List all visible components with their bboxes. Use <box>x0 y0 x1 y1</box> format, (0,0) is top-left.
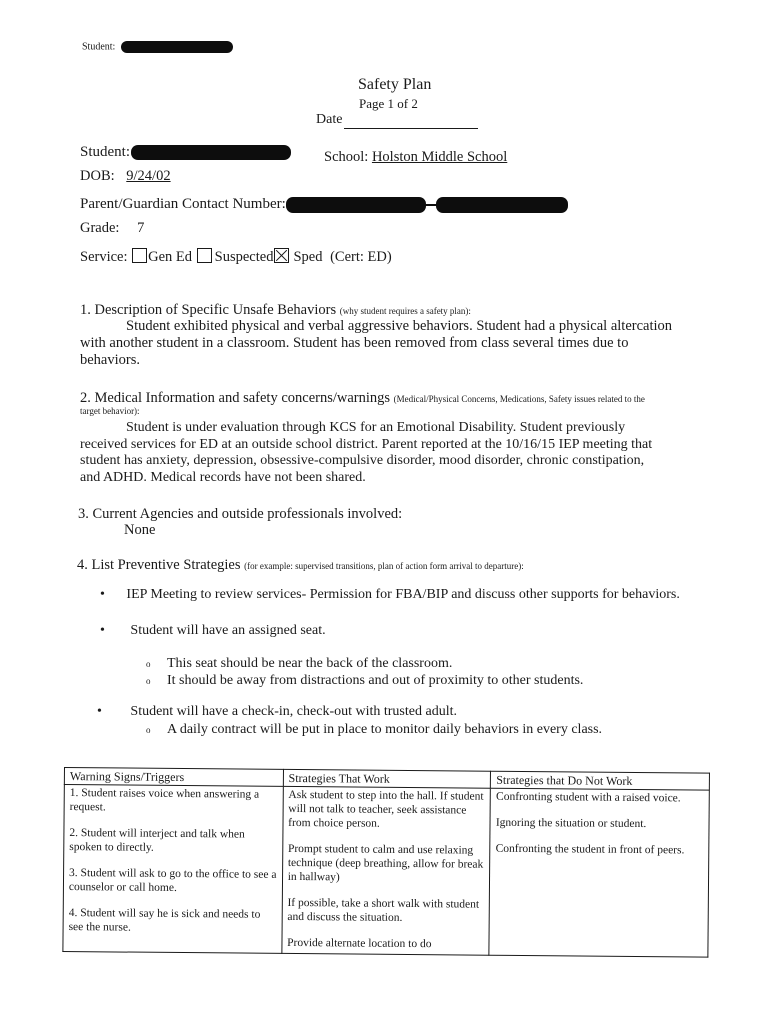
warning-signs-cell <box>63 785 283 954</box>
service-label: Service: <box>80 249 128 265</box>
bullet-3 <box>97 704 457 720</box>
page-title: Safety Plan <box>358 76 432 93</box>
service-row <box>80 248 392 266</box>
section-1-line: with another student in a classroom. Student has been removed from class several times due to <box>80 335 629 351</box>
bullet-2 <box>100 623 326 639</box>
dob-label: DOB: <box>80 168 115 184</box>
warning-sign-item: 4. Student will say he is sick and needs to see the nurse. <box>68 907 261 934</box>
sub-bullet-1 <box>146 656 452 672</box>
header-strategies-work: Strategies That Work <box>283 769 491 788</box>
cert-label: (Cert: ED) <box>330 249 392 265</box>
dob-value: 9/24/02 <box>126 168 171 184</box>
sub-bullet-glyph: o <box>146 659 151 669</box>
strategy-item: Prompt student to calm and use relaxing technique (deep breathing, allow for break in hallway) <box>287 842 484 884</box>
strategies-table <box>62 767 710 958</box>
sped-checkbox-checked <box>274 248 289 263</box>
date-blank <box>344 112 478 129</box>
suspected-checkbox <box>197 248 212 263</box>
section-3-heading: 3. Current Agencies and outside professionals involved: <box>78 506 403 522</box>
sub-bullet-text: This seat should be near the back of the classroom. <box>167 656 453 671</box>
header-student-label: Student: <box>82 41 116 53</box>
school-value: Holston Middle School <box>371 149 508 165</box>
school-label: School: <box>324 149 369 165</box>
grade-value: 7 <box>137 220 145 236</box>
page-number: Page 1 of 2 <box>359 96 418 111</box>
gen-ed-checkbox <box>132 248 147 263</box>
sped-label: Sped <box>293 249 323 265</box>
sub-bullet-text: A daily contract will be put in place to monitor daily behaviors in every class. <box>167 722 603 737</box>
section-2-note-2: target behavior): <box>80 406 140 416</box>
section-4-note: (for example: supervised transitions, plan of action form arrival to departure): <box>244 561 524 571</box>
grade-row <box>80 220 144 237</box>
redacted-joiner <box>426 204 436 206</box>
sub-bullet-glyph: o <box>146 725 151 735</box>
bullet-glyph: • <box>100 587 105 602</box>
guardian-label: Parent/Guardian Contact Number: <box>80 196 286 212</box>
section-2-line: and ADHD. Medical records have not been shared. <box>80 469 366 485</box>
redacted-block <box>131 145 291 160</box>
grade-label: Grade: <box>80 220 120 236</box>
bullet-glyph: • <box>97 704 102 719</box>
section-1-line: behaviors. <box>80 352 140 368</box>
bullet-text: Student will have a check-in, check-out with trusted adult. <box>130 704 457 719</box>
section-2-heading: 2. Medical Information and safety concerns/warnings <box>80 390 391 406</box>
redacted-block <box>436 197 568 213</box>
strategies-not-work-cell <box>489 788 709 957</box>
section-4-heading-row <box>77 557 524 574</box>
header-warning-signs: Warning Signs/Triggers <box>64 768 283 787</box>
section-2-line: student has anxiety, depression, obsessive-compulsive disorder, mood disorder, chronic constipation, <box>80 453 645 468</box>
section-2-heading-row <box>80 390 645 407</box>
strategy-item: Provide alternate location to do <box>287 936 432 951</box>
non-strategy-item: Ignoring the situation or student. <box>495 816 647 831</box>
section-1-note: (why student requires a safety plan): <box>339 306 471 316</box>
section-2-note: (Medical/Physical Concerns, Medications, Safety issues related to the <box>393 394 645 404</box>
suspected-label: Suspected <box>214 249 274 265</box>
bullet-text: IEP Meeting to review services- Permission for FBA/BIP and discuss other supports for behaviors. <box>126 587 680 602</box>
non-strategy-item: Confronting student with a raised voice. <box>496 790 681 805</box>
guardian-row <box>80 196 568 213</box>
student-row <box>80 144 291 161</box>
redacted-block <box>121 41 233 53</box>
bullet-1 <box>100 587 680 603</box>
date-line <box>316 112 478 129</box>
section-1-line: Student exhibited physical and verbal aggressive behaviors. Student had a physical altercation <box>126 318 673 334</box>
sub-bullet-3 <box>146 722 602 738</box>
section-2-line: received services for ED at an outside school district. Parent reported at the 10/16/15 IEP meeting that <box>80 436 653 452</box>
redacted-block <box>286 197 426 213</box>
section-2-line: Student is under evaluation through KCS for an Emotional Disability. Student previously <box>126 420 626 435</box>
table-row <box>63 785 709 958</box>
warning-sign-item: 3. Student will ask to go to the office to see a counselor or call home. <box>68 867 277 894</box>
school-row <box>324 149 507 166</box>
section-3-value: None <box>124 522 156 538</box>
section-4-heading: 4. List Preventive Strategies <box>77 557 241 573</box>
strategy-item: Ask student to step into the hall. If student will not talk to teacher, seek assistance from choice person. <box>288 788 484 830</box>
strategies-work-cell <box>282 786 491 955</box>
section-1-body <box>80 318 672 369</box>
sub-bullet-text: It should be away from distractions and out of proximity to other students. <box>167 673 584 688</box>
dob-row <box>80 168 171 185</box>
section-1-heading-row <box>80 302 471 319</box>
bullet-text: Student will have an assigned seat. <box>130 623 326 638</box>
bullet-glyph: • <box>100 623 105 638</box>
warning-sign-item: 1. Student raises voice when answering a request. <box>69 787 260 814</box>
warning-sign-item: 2. Student will interject and talk when spoken to directly. <box>69 827 245 854</box>
section-1-heading: 1. Description of Specific Unsafe Behaviors <box>80 302 337 318</box>
header-student-line <box>82 41 233 53</box>
section-2-body <box>80 420 652 486</box>
gen-ed-label: Gen Ed <box>148 249 193 265</box>
sub-bullet-2 <box>146 673 583 689</box>
sub-bullet-glyph: o <box>146 676 151 686</box>
non-strategy-item: Confronting the student in front of peers. <box>495 842 685 857</box>
strategy-item: If possible, take a short walk with student and discuss the situation. <box>287 896 480 924</box>
student-label: Student: <box>80 144 131 160</box>
date-label: Date <box>316 112 343 127</box>
header-strategies-not-work: Strategies that Do Not Work <box>491 771 710 790</box>
